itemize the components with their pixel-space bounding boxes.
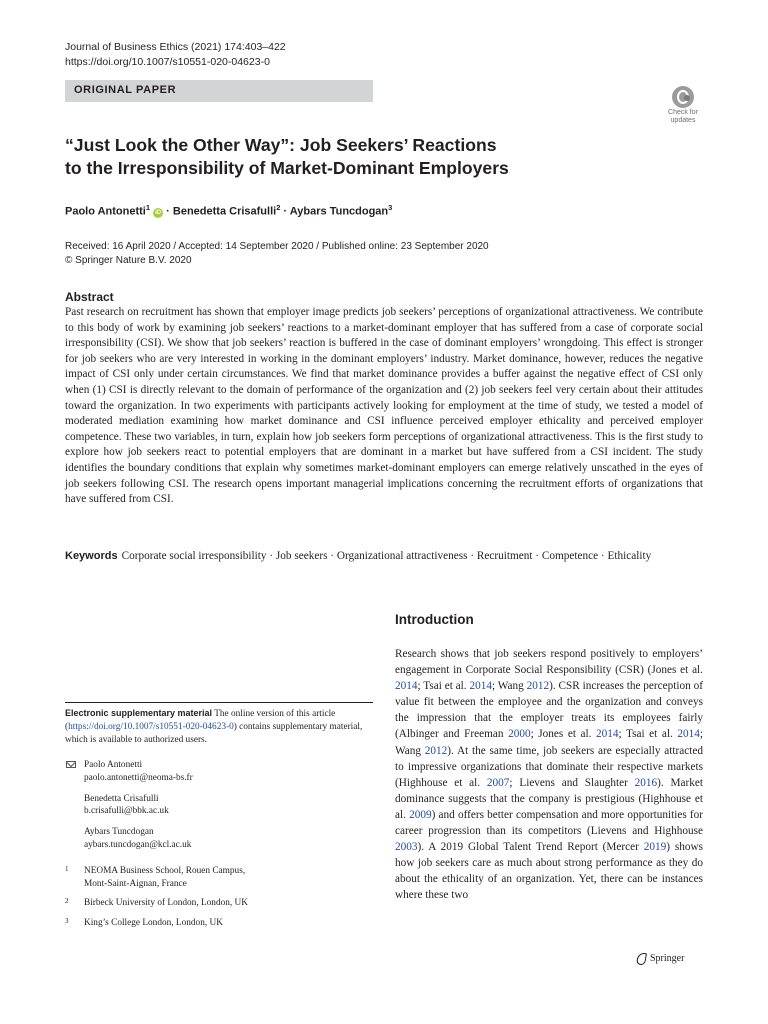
- author-affiliation-sup: 3: [388, 203, 393, 212]
- citation-link[interactable]: 2014: [469, 680, 492, 693]
- contact-name: Benedetta Crisafulli: [84, 793, 159, 804]
- author-name[interactable]: Benedetta Crisafulli: [172, 205, 277, 218]
- article-type-label: ORIGINAL PAPER: [74, 84, 177, 96]
- citation-link[interactable]: 2016: [634, 776, 658, 789]
- footnote-divider: [65, 702, 373, 703]
- contact-entry: [84, 826, 193, 852]
- intro-text: ). Market dominance suggests that the company is prestigious (Highhouse et al.: [395, 776, 703, 821]
- keywords: [65, 549, 703, 565]
- doi-line[interactable]: https://doi.org/10.1007/s10551-020-04623-0: [65, 56, 270, 68]
- affiliation-number: 1: [65, 865, 69, 873]
- author-separator: ·: [163, 205, 173, 218]
- introduction-heading: Introduction: [395, 612, 474, 627]
- esm-text-end: ) contains supplementary material, which is available to authorized users.: [65, 722, 363, 745]
- citation-link[interactable]: 2014: [596, 728, 619, 741]
- envelope-icon: [66, 761, 76, 768]
- abstract-heading: Abstract: [65, 290, 114, 304]
- springer-horse-icon: [636, 952, 646, 964]
- intro-text: ; Jones et al.: [530, 728, 597, 741]
- author-name[interactable]: Aybars Tuncdogan: [289, 205, 389, 218]
- author-affiliation-sup: 1: [145, 203, 151, 212]
- affiliation-text: Birbeck University of London, London, UK: [84, 898, 248, 908]
- contact-email[interactable]: aybars.tuncdogan@kcl.ac.uk: [84, 839, 192, 850]
- contact-entry: [84, 793, 193, 819]
- title-line-2: to the Irresponsibility of Market-Dominant Employers: [65, 158, 509, 178]
- contact-list: [84, 759, 193, 860]
- contact-entry: [84, 759, 193, 785]
- citation-link[interactable]: 2003: [395, 841, 418, 854]
- intro-text: ; Lievens and Slaughter: [509, 776, 635, 789]
- citation-link[interactable]: 2014: [395, 680, 418, 693]
- citation-link[interactable]: 2014: [677, 728, 700, 741]
- esm-heading: Electronic supplementary material: [65, 708, 213, 718]
- affiliation-number: 2: [65, 897, 69, 905]
- contact-email[interactable]: paolo.antonetti@neoma-bs.fr: [84, 772, 193, 783]
- journal-line: Journal of Business Ethics (2021) 174:403–422: [65, 41, 286, 53]
- copyright-line: © Springer Nature B.V. 2020: [65, 255, 192, 266]
- author-name[interactable]: Paolo Antonetti: [65, 205, 146, 218]
- introduction-body: [395, 646, 703, 904]
- intro-text: ) and offers better compensation and more opportunities for career progression than its competitors (Lievens and Highhouse: [395, 808, 703, 838]
- affiliation-text: King’s College London, London, UK: [84, 918, 223, 928]
- esm-text: The online version of this article (: [65, 709, 336, 732]
- intro-text: ; Wang: [395, 728, 704, 757]
- supplementary-material-note: [65, 707, 373, 747]
- affiliation-number: 3: [65, 917, 69, 925]
- contact-email[interactable]: b.crisafulli@bbk.ac.uk: [84, 806, 169, 817]
- abstract-body: Past research on recruitment has shown that employer image predicts job seekers’ perceptions of organizational attractiveness. We contribute to this body of work by examining job seekers’ reactions to a market-dominant employer that has suffered from a case of corporate social irresponsibility (CSI). We show that job seekers’ reaction is buffered in the case of dominant employers’ wrongdoing. This effect is stronger for job seekers who are very interested in working in the dominant employers’ industry. Market dominance, however, reduces the negative impact of CSI only under certain circumstances. We find that market dominance provides a buffer against the negative effect of CSI only when (1) CSI is directly relevant to the domain of performance of the organization and (2) job seekers feel very certain about their attitudes toward the organization. In two experiments with participants actively looking for employment at the time of study, we tested a model of moderated mediation examining how market dominance and CSI influence perceived employer ethicality and perceived employer competence. These two variables, in turn, explain how job seekers form perceptions of organizational attractiveness. This is the first study to explore how job seekers react to potential employers that are dominant in a market but have suffered from a CSI incident. The study identifies the boundary conditions that explain why sometimes market-dominant employers can emerge relatively unscathed in the eyes of job seekers following CSI. The research opens important managerial implications concerning the recruitment efforts of organizations that have suffered from CSI.: [65, 306, 703, 506]
- contact-name: Paolo Antonetti: [84, 760, 143, 770]
- author-affiliation-sup: 2: [276, 203, 281, 212]
- dates-line: Received: 16 April 2020 / Accepted: 14 September 2020 / Published online: 23 September 2020: [65, 241, 489, 252]
- check-for-updates-badge[interactable]: [664, 86, 702, 126]
- keywords-heading: Keywords: [65, 550, 118, 562]
- intro-text: Research shows that job seekers respond positively to employers’ engagement in Corporate Social Responsibility (CSR) (Jones et al.: [395, 648, 703, 677]
- title-line-1: “Just Look the Other Way”: Job Seekers’ Reactions: [65, 135, 497, 155]
- article-title: [65, 134, 685, 180]
- intro-text: ) shows how job seekers care as much about strong performance as they do about the ethicality of an organization. Yet, there can be instances where these two: [395, 841, 703, 902]
- article-type-banner: [65, 80, 373, 102]
- intro-text: ; Wang: [491, 680, 527, 693]
- publisher-mark: [636, 952, 684, 964]
- intro-text: ). CSR increases the perception of value fit between the employee and the organization and conveys the impression that the employer treats its employees fairly (Albinger and Freeman: [395, 680, 703, 741]
- citation-link[interactable]: 2012: [424, 744, 448, 757]
- citation-link[interactable]: 2007: [486, 776, 510, 789]
- citation-link[interactable]: 2009: [409, 808, 432, 821]
- affiliation-text: [84, 865, 245, 891]
- publisher-name: Springer: [650, 952, 685, 964]
- crossmark-icon: [672, 86, 694, 108]
- intro-text: ). At the same time, job seekers are especially attracted to impressive organizations that dominate their respective markets (Highhouse et al.: [395, 744, 703, 789]
- contact-name: Aybars Tuncdogan: [84, 827, 154, 838]
- affiliation-line: Mont-Saint-Aignan, France: [84, 878, 187, 889]
- citation-link[interactable]: 2000: [508, 728, 531, 741]
- author-separator: ·: [280, 205, 290, 218]
- orcid-icon[interactable]: iD: [155, 209, 162, 216]
- crossmark-label: Check for updates: [668, 109, 698, 124]
- citation-link[interactable]: 2012: [526, 680, 550, 693]
- journal-citation: [65, 40, 286, 70]
- keywords-list: Corporate social irresponsibility · Job seekers · Organizational attractiveness · Recruitment · Competence · Ethicality: [121, 550, 652, 562]
- intro-text: ; Tsai et al.: [618, 728, 678, 741]
- intro-text: ; Tsai et al.: [417, 680, 470, 693]
- citation-link[interactable]: 2019: [643, 841, 667, 854]
- intro-text: ). A 2019 Global Talent Trend Report (Mercer: [417, 841, 644, 854]
- esm-link[interactable]: https://doi.org/10.1007/s10551-020-04623-0: [68, 722, 234, 732]
- affiliation-line: NEOMA Business School, Rouen Campus,: [84, 866, 246, 876]
- publication-dates: [65, 240, 489, 268]
- author-list: [65, 203, 392, 218]
